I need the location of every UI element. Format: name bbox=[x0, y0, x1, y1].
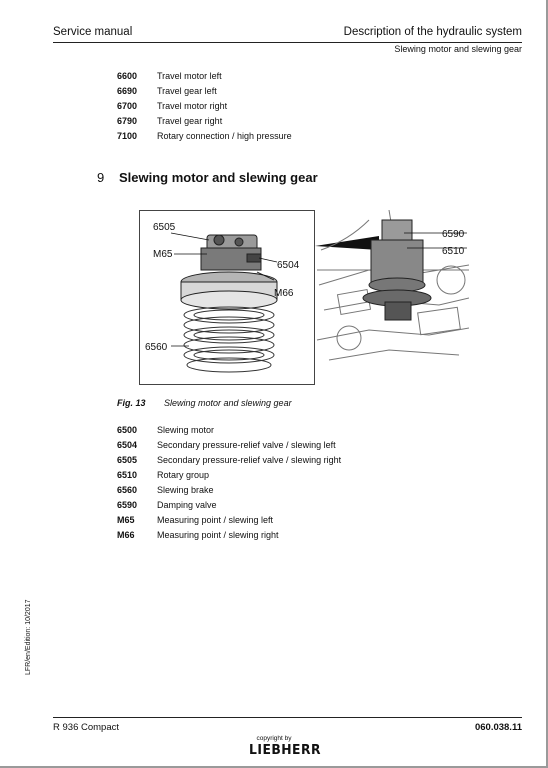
label-6590: 6590 bbox=[442, 229, 465, 240]
list-item bbox=[117, 129, 292, 144]
list-item bbox=[117, 438, 341, 453]
item-code: 6790 bbox=[117, 116, 138, 126]
label-6510: 6510 bbox=[442, 246, 465, 257]
item-code: 6600 bbox=[117, 71, 138, 81]
rotary-unit-drawing bbox=[363, 220, 431, 320]
header-manual-title: Service manual bbox=[53, 26, 133, 38]
item-code: 6560 bbox=[117, 485, 138, 495]
item-code: 7100 bbox=[117, 131, 138, 141]
footer-document-number: 060.038.11 bbox=[474, 722, 522, 733]
copyright-text: copyright by bbox=[256, 735, 292, 742]
footer-model: R 936 Compact bbox=[53, 722, 120, 733]
item-text: Damping valve bbox=[157, 500, 217, 510]
item-code: M66 bbox=[117, 530, 135, 540]
item-code: 6700 bbox=[117, 101, 138, 111]
edition-side-text: LFR/en/Edition: 10/2017 bbox=[25, 599, 32, 675]
list-item bbox=[117, 468, 341, 483]
list-item bbox=[117, 69, 292, 84]
list-item bbox=[117, 498, 341, 513]
item-code: 6505 bbox=[117, 455, 138, 465]
footer-divider bbox=[53, 717, 522, 718]
item-text: Travel motor right bbox=[157, 101, 228, 111]
top-component-list bbox=[117, 69, 292, 144]
item-text: Rotary connection / high pressure bbox=[157, 131, 292, 141]
item-text: Rotary group bbox=[157, 470, 210, 480]
item-text: Travel motor left bbox=[157, 71, 222, 81]
label-6505: 6505 bbox=[153, 222, 176, 233]
list-item bbox=[117, 453, 341, 468]
item-text: Travel gear right bbox=[157, 116, 223, 126]
item-text: Travel gear left bbox=[157, 86, 217, 96]
list-item bbox=[117, 423, 341, 438]
label-m66: M66 bbox=[274, 288, 294, 299]
figure-slewing-motor bbox=[139, 210, 469, 385]
section-number: 9 bbox=[97, 170, 105, 185]
list-item bbox=[117, 114, 292, 129]
header-divider bbox=[53, 42, 522, 43]
liebherr-logo: LIEBHERR bbox=[249, 743, 321, 758]
item-code: M65 bbox=[117, 515, 135, 525]
header-chapter-title: Description of the hydraulic system bbox=[343, 26, 522, 38]
item-code: 6500 bbox=[117, 425, 138, 435]
figure-caption bbox=[117, 398, 292, 408]
section-title: Slewing motor and slewing gear bbox=[119, 170, 318, 185]
callout-wedge bbox=[315, 236, 379, 250]
section-heading bbox=[97, 170, 318, 185]
figure-drawing bbox=[139, 210, 469, 385]
item-code: 6590 bbox=[117, 500, 138, 510]
list-item bbox=[117, 513, 341, 528]
figure-legend-list bbox=[117, 423, 341, 543]
figure-number: Fig. 13 bbox=[117, 398, 146, 408]
item-code: 6504 bbox=[117, 440, 138, 450]
figure-caption-text: Slewing motor and slewing gear bbox=[164, 398, 292, 408]
label-6504: 6504 bbox=[277, 260, 300, 271]
item-text: Secondary pressure-relief valve / slewing left bbox=[157, 440, 336, 450]
item-text: Slewing motor bbox=[157, 425, 215, 435]
item-code: 6690 bbox=[117, 86, 138, 96]
list-item bbox=[117, 99, 292, 114]
label-m65: M65 bbox=[153, 249, 173, 260]
item-text: Secondary pressure-relief valve / slewing right bbox=[157, 455, 342, 465]
label-6560: 6560 bbox=[145, 342, 168, 353]
item-text: Slewing brake bbox=[157, 485, 214, 495]
item-text: Measuring point / slewing right bbox=[157, 530, 279, 540]
list-item bbox=[117, 528, 341, 543]
list-item bbox=[117, 84, 292, 99]
header-section-subtitle: Slewing motor and slewing gear bbox=[394, 44, 522, 54]
list-item bbox=[117, 483, 341, 498]
item-code: 6510 bbox=[117, 470, 138, 480]
item-text: Measuring point / slewing left bbox=[157, 515, 274, 525]
